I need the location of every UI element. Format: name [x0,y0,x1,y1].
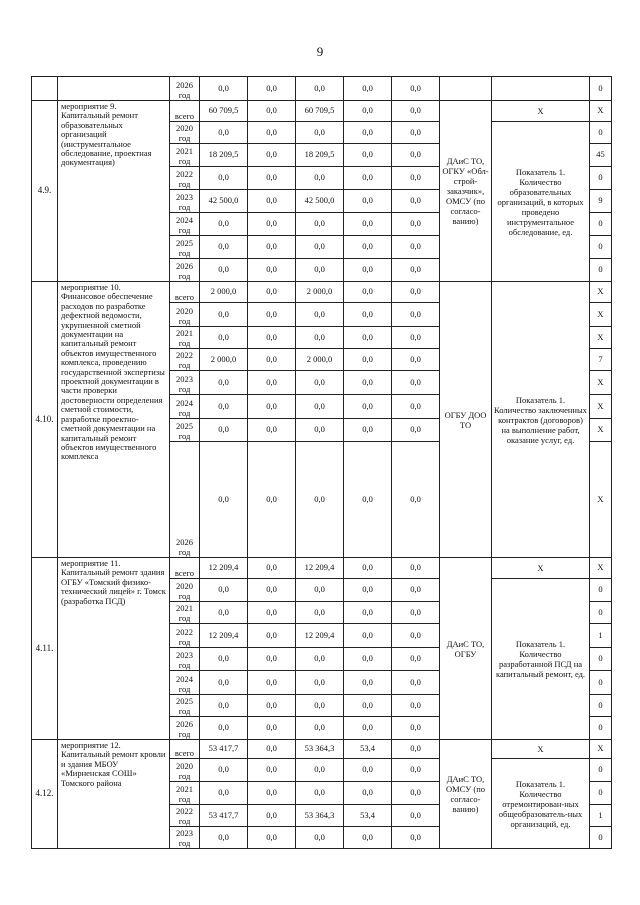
year-cell: 2026 год [170,442,200,558]
target-cell: 0 [590,717,612,740]
target-cell: 7 [590,349,612,371]
value-cell: 0,0 [392,717,440,740]
value-cell: 0,0 [296,827,344,849]
value-cell: 0,0 [296,122,344,144]
indicator-cell [492,77,590,101]
year-cell: 2024 год [170,671,200,695]
year-cell: 2022 год [170,349,200,371]
value-cell: 0,0 [344,395,392,419]
value-cell: 0,0 [248,259,296,282]
value-cell: 0,0 [200,167,248,190]
value-cell: 18 209,5 [296,144,344,167]
table-row [32,101,612,122]
target-cell: 0 [590,167,612,190]
target-cell: Х [590,395,612,419]
value-cell: 0,0 [392,101,440,122]
value-cell: 0,0 [392,695,440,717]
value-cell: 0,0 [296,77,344,101]
value-cell: 0,0 [200,419,248,442]
value-cell: 0,0 [296,395,344,419]
value-cell: 0,0 [392,259,440,282]
value-cell: 0,0 [248,190,296,213]
value-cell: 0,0 [296,303,344,327]
value-cell: 0,0 [392,167,440,190]
year-cell: 2022 год [170,805,200,827]
target-cell: 1 [590,805,612,827]
value-cell: 0,0 [248,122,296,144]
value-cell: 53 364,3 [296,740,344,759]
value-cell: 0,0 [248,648,296,671]
value-cell: 53,4 [344,740,392,759]
value-cell: 0,0 [200,371,248,395]
value-cell: 0,0 [392,395,440,419]
value-cell: 0,0 [248,419,296,442]
value-cell: 0,0 [392,77,440,101]
target-cell: Х [590,419,612,442]
target-cell: 0 [590,827,612,849]
value-cell: 0,0 [200,671,248,695]
value-cell: 2 000,0 [296,349,344,371]
value-cell: 0,0 [392,805,440,827]
year-cell: 2023 год [170,190,200,213]
target-cell: 0 [590,648,612,671]
year-cell: 2023 год [170,827,200,849]
value-cell: 0,0 [200,759,248,782]
value-cell: 0,0 [248,579,296,602]
value-cell: 0,0 [344,648,392,671]
value-cell: 0,0 [248,671,296,695]
row-number-cell: 4.10. [32,282,58,558]
value-cell: 0,0 [248,395,296,419]
value-cell: 0,0 [392,349,440,371]
year-cell: 2020 год [170,759,200,782]
value-cell: 0,0 [392,144,440,167]
year-cell: всего [170,282,200,303]
value-cell: 0,0 [248,805,296,827]
year-cell: всего [170,101,200,122]
target-cell: 0 [590,122,612,144]
value-cell: 0,0 [248,602,296,624]
value-cell: 0,0 [200,122,248,144]
year-cell: 2026 год [170,77,200,101]
value-cell: 0,0 [248,282,296,303]
value-cell: 0,0 [296,602,344,624]
description-cell [58,77,170,101]
value-cell: 0,0 [296,419,344,442]
year-cell: 2025 год [170,236,200,259]
value-cell: 0,0 [392,558,440,579]
year-cell: всего [170,558,200,579]
target-cell: 0 [590,579,612,602]
value-cell: 0,0 [344,282,392,303]
value-cell: 0,0 [200,259,248,282]
value-cell: 0,0 [392,671,440,695]
year-cell: 2023 год [170,371,200,395]
value-cell: 0,0 [296,695,344,717]
value-cell: 0,0 [344,101,392,122]
indicator-cell: Показатель 1. Количество заключенных контрактов (договоров) на выполнение работ, оказание услуг, ед. [492,282,590,558]
value-cell: 0,0 [200,395,248,419]
description-cell: мероприятие 10. Финансовое обеспечение расходов по разработке дефектной ведомости, укрупненной сметной документации на капитальный ремонт объектов имущественного комплекса, проведению государственной экспертизы проектной документации в части проверки достоверности определения сметной стоимости, разработке проектно-сметной документации на капитальный ремонт объектов имущественного комплекса [58,282,170,558]
year-cell: 2021 год [170,602,200,624]
target-cell: 0 [590,602,612,624]
value-cell: 0,0 [296,327,344,349]
target-cell: Х [590,303,612,327]
value-cell: 0,0 [344,371,392,395]
target-cell: Х [590,442,612,558]
value-cell: 0,0 [392,782,440,805]
year-cell: 2020 год [170,579,200,602]
value-cell: 0,0 [344,579,392,602]
value-cell: 0,0 [248,624,296,648]
year-cell: 2020 год [170,303,200,327]
year-cell: 2020 год [170,122,200,144]
value-cell: 0,0 [248,782,296,805]
value-cell: 0,0 [344,759,392,782]
value-cell: 0,0 [248,144,296,167]
value-cell: 0,0 [344,349,392,371]
page-number: 9 [316,44,324,59]
value-cell: 0,0 [248,759,296,782]
value-cell: 53 364,3 [296,805,344,827]
value-cell: 0,0 [392,419,440,442]
year-cell: 2026 год [170,259,200,282]
target-cell: 0 [590,695,612,717]
value-cell: 0,0 [248,101,296,122]
target-cell: Х [590,371,612,395]
table-row [32,77,612,101]
target-cell: Х [590,101,612,122]
indicator-cell: Х [492,101,590,122]
value-cell: 0,0 [248,827,296,849]
value-cell: 0,0 [248,349,296,371]
year-cell: 2023 год [170,648,200,671]
value-cell: 0,0 [392,122,440,144]
value-cell: 0,0 [200,579,248,602]
year-cell: 2021 год [170,782,200,805]
value-cell: 0,0 [344,442,392,558]
value-cell: 0,0 [392,213,440,236]
value-cell: 12 209,4 [200,624,248,648]
indicator-cell: Х [492,740,590,759]
value-cell: 60 709,5 [296,101,344,122]
value-cell: 0,0 [296,759,344,782]
year-cell: 2022 год [170,624,200,648]
value-cell: 0,0 [296,167,344,190]
year-cell: 2021 год [170,144,200,167]
value-cell: 0,0 [344,827,392,849]
value-cell: 0,0 [344,167,392,190]
value-cell: 0,0 [248,327,296,349]
target-cell: 0 [590,259,612,282]
value-cell: 0,0 [344,122,392,144]
value-cell: 18 209,5 [200,144,248,167]
value-cell: 0,0 [344,782,392,805]
value-cell: 0,0 [344,259,392,282]
description-cell: мероприятие 12. Капитальный ремонт кровли и здания МБОУ «Мирненская СОШ» Томского района [58,740,170,849]
value-cell: 0,0 [296,782,344,805]
value-cell: 0,0 [392,740,440,759]
value-cell: 0,0 [392,303,440,327]
value-cell: 0,0 [392,371,440,395]
value-cell: 0,0 [200,782,248,805]
table-row [32,558,612,579]
value-cell: 0,0 [200,77,248,101]
value-cell: 0,0 [296,236,344,259]
executor-cell: ДАиС ТО, ОМСУ (по согласо-ванию) [440,740,492,849]
executor-cell [440,77,492,101]
value-cell: 0,0 [296,579,344,602]
indicator-cell: Показатель 1. Количество образовательных организаций, в которых проведено инструментальное обследование, ед. [492,122,590,282]
value-cell: 0,0 [296,671,344,695]
value-cell: 0,0 [392,442,440,558]
value-cell: 0,0 [200,717,248,740]
value-cell: 0,0 [200,327,248,349]
year-cell: 2024 год [170,395,200,419]
target-cell: Х [590,740,612,759]
target-cell: 0 [590,671,612,695]
value-cell: 0,0 [296,213,344,236]
value-cell: 0,0 [344,558,392,579]
target-cell: 0 [590,782,612,805]
year-cell: 2026 год [170,717,200,740]
value-cell: 0,0 [392,827,440,849]
value-cell: 0,0 [296,648,344,671]
value-cell: 42 500,0 [200,190,248,213]
value-cell: 0,0 [248,167,296,190]
value-cell: 0,0 [344,77,392,101]
value-cell: 0,0 [344,602,392,624]
value-cell: 0,0 [344,419,392,442]
row-number-cell [32,77,58,101]
value-cell: 12 209,4 [200,558,248,579]
executor-cell: ДАиС ТО, ОГБУ [440,558,492,740]
target-cell: 1 [590,624,612,648]
year-cell: 2022 год [170,167,200,190]
value-cell: 0,0 [392,190,440,213]
value-cell: 0,0 [200,303,248,327]
value-cell: 0,0 [248,740,296,759]
value-cell: 0,0 [344,717,392,740]
year-cell: 2021 год [170,327,200,349]
value-cell: 0,0 [296,259,344,282]
value-cell: 0,0 [344,190,392,213]
year-cell: 2024 год [170,213,200,236]
row-number-cell: 4.11. [32,558,58,740]
value-cell: 0,0 [344,236,392,259]
description-cell: мероприятие 11. Капитальный ремонт здания ОГБУ «Томский физико-технический лицей» г. Томск (разработка ПСД) [58,558,170,740]
table-row [32,740,612,759]
value-cell: 0,0 [248,213,296,236]
value-cell: 0,0 [200,442,248,558]
value-cell: 0,0 [296,442,344,558]
value-cell: 0,0 [200,827,248,849]
value-cell: 0,0 [344,303,392,327]
row-number-cell: 4.12. [32,740,58,849]
table-row [32,282,612,303]
executor-cell: ДАиС ТО, ОГКУ «Обл-строй-заказчик», ОМСУ (по согласо-ванию) [440,101,492,282]
year-cell: всего [170,740,200,759]
value-cell: 0,0 [248,303,296,327]
value-cell: 0,0 [392,602,440,624]
value-cell: 0,0 [392,327,440,349]
value-cell: 53 417,7 [200,740,248,759]
value-cell: 0,0 [248,558,296,579]
value-cell: 0,0 [392,579,440,602]
value-cell: 53 417,7 [200,805,248,827]
year-cell: 2025 год [170,419,200,442]
value-cell: 60 709,5 [200,101,248,122]
value-cell: 0,0 [248,236,296,259]
value-cell: 0,0 [248,442,296,558]
value-cell: 0,0 [200,602,248,624]
value-cell: 0,0 [248,717,296,740]
value-cell: 0,0 [392,624,440,648]
target-cell: 45 [590,144,612,167]
value-cell: 12 209,4 [296,624,344,648]
value-cell: 0,0 [200,648,248,671]
value-cell: 0,0 [296,371,344,395]
value-cell: 12 209,4 [296,558,344,579]
value-cell: 2 000,0 [200,349,248,371]
value-cell: 0,0 [248,77,296,101]
description-cell: мероприятие 9. Капитальный ремонт образовательных организаций (инструментальное обследование, проектная документация) [58,101,170,282]
value-cell: 0,0 [392,648,440,671]
value-cell: 0,0 [344,144,392,167]
target-cell: Х [590,327,612,349]
value-cell: 53,4 [344,805,392,827]
value-cell: 42 500,0 [296,190,344,213]
value-cell: 0,0 [344,213,392,236]
value-cell: 0,0 [200,236,248,259]
value-cell: 0,0 [200,213,248,236]
value-cell: 0,0 [344,624,392,648]
value-cell: 0,0 [392,236,440,259]
indicator-cell: Показатель 1. Количество разработанной ПСД на капитальный ремонт, ед. [492,579,590,740]
target-cell: 0 [590,77,612,101]
indicator-cell: Х [492,558,590,579]
target-cell: Х [590,558,612,579]
value-cell: 0,0 [344,327,392,349]
target-cell: 0 [590,759,612,782]
value-cell: 2 000,0 [200,282,248,303]
value-cell: 0,0 [248,371,296,395]
value-cell: 0,0 [392,759,440,782]
value-cell: 0,0 [296,717,344,740]
value-cell: 0,0 [344,695,392,717]
program-table [31,76,612,849]
value-cell: 2 000,0 [296,282,344,303]
executor-cell: ОГБУ ДОО ТО [440,282,492,558]
target-cell: 9 [590,190,612,213]
indicator-cell: Показатель 1. Количество отремонтирован-ных общеобразователь-ных организаций, ед. [492,759,590,849]
target-cell: Х [590,282,612,303]
value-cell: 0,0 [200,695,248,717]
target-cell: 0 [590,236,612,259]
row-number-cell: 4.9. [32,101,58,282]
target-cell: 0 [590,213,612,236]
value-cell: 0,0 [392,282,440,303]
year-cell: 2025 год [170,695,200,717]
value-cell: 0,0 [344,671,392,695]
value-cell: 0,0 [248,695,296,717]
